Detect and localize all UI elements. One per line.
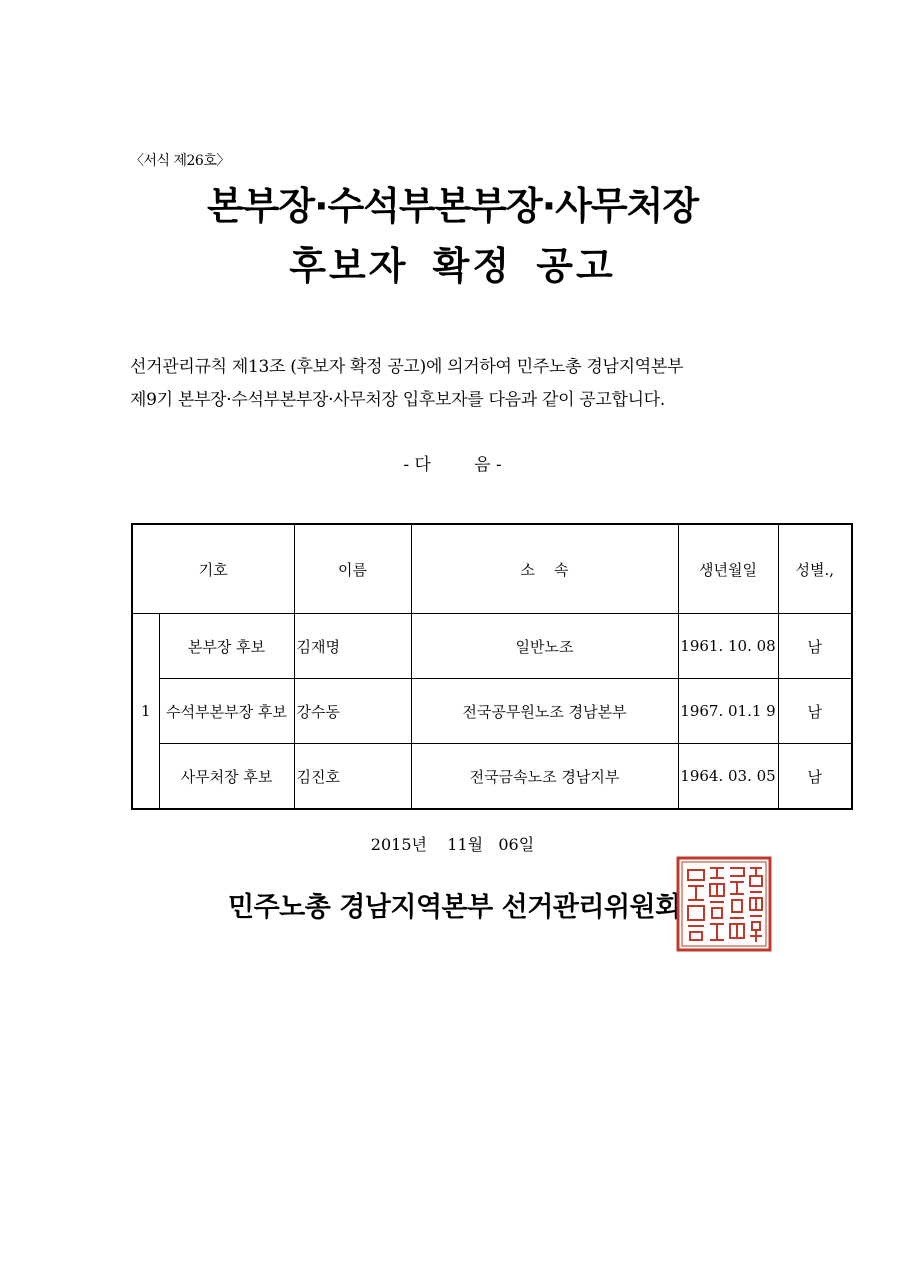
name-cell: 강수동 [294,679,411,744]
position-cell: 사무처장 후보 [159,744,294,810]
affiliation-cell: 전국금속노조 경남지부 [411,744,678,810]
form-number: 〈서식 제26호〉 [130,153,230,169]
header-birth: 생년월일 [678,524,778,614]
name-cell: 김재명 [294,614,411,679]
note-heading: - 다 음 - [403,455,502,475]
birth-cell: 1961. 10. 08 [678,614,778,679]
gender-cell: 남 [778,744,852,810]
header-affiliation: 소 속 [411,524,678,614]
table-row [132,614,852,679]
document-title-line1: 본부장·수석부본부장·사무처장 [206,184,699,228]
gender-cell: 남 [778,614,852,679]
candidate-table [131,523,853,810]
issue-date: 2015년 11월 06일 [370,835,535,854]
table-row [132,744,852,810]
official-seal-icon [676,856,772,952]
intro-line1: 선거관리규칙 제13조 (후보자 확정 공고)에 의거하여 민주노총 경남지역본부 [130,357,684,377]
birth-cell: 1967. 01.1 9 [678,679,778,744]
document-title-line2: 후보자 확정 공고 [289,244,616,288]
position-cell: 수석부본부장 후보 [159,679,294,744]
issuer-name: 민주노총 경남지역본부 선거관리위원회 [228,892,681,923]
header-gender: 성별., [778,524,852,614]
birth-cell: 1964. 03. 05 [678,744,778,810]
table-row [132,679,852,744]
table-header-row [132,524,852,614]
name-cell: 김진호 [294,744,411,810]
header-symbol: 기호 [132,524,294,614]
header-name: 이름 [294,524,411,614]
intro-line2: 제9기 본부장·수석부본부장·사무처장 입후보자를 다음과 같이 공고합니다. [130,390,666,410]
gender-cell: 남 [778,679,852,744]
group-number: 1 [132,614,159,810]
position-cell: 본부장 후보 [159,614,294,679]
affiliation-cell: 일반노조 [411,614,678,679]
affiliation-cell: 전국공무원노조 경남본부 [411,679,678,744]
